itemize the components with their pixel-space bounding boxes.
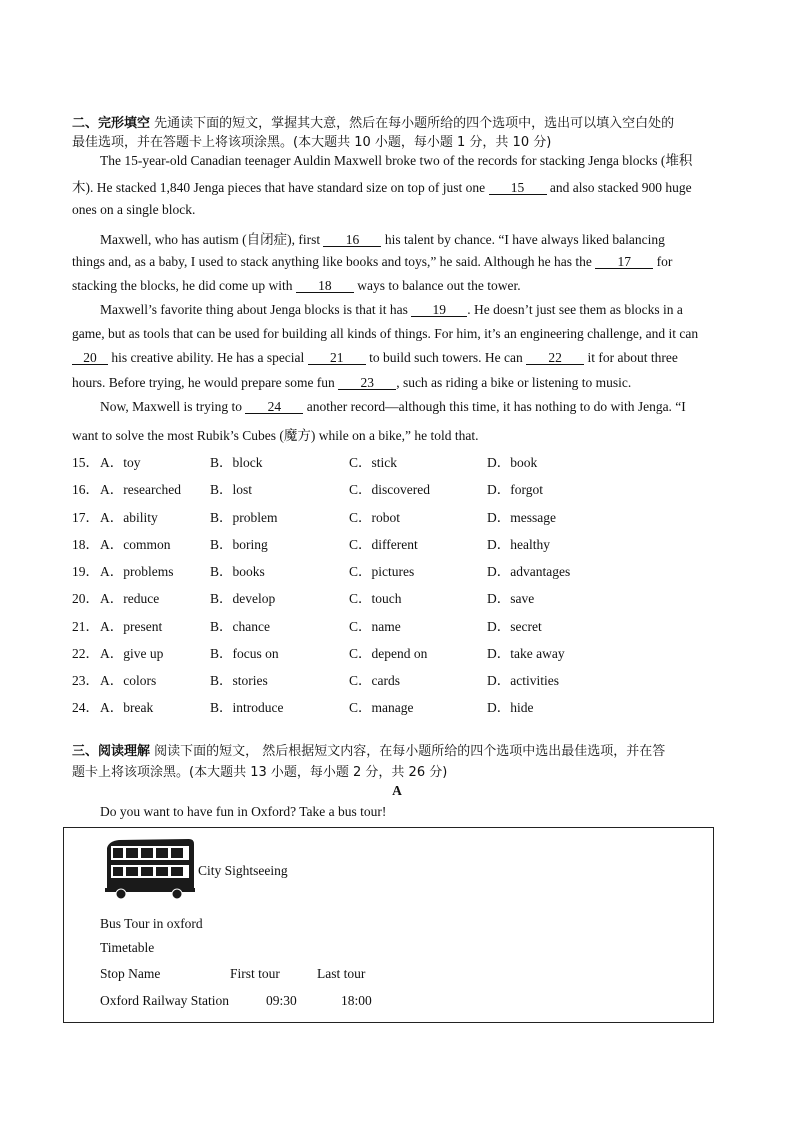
blank-19: 19 (411, 303, 467, 317)
passage-line-9 (72, 350, 678, 366)
option-c: C．cards (349, 673, 400, 688)
passage-line-6 (72, 278, 521, 294)
passage-line-5 (72, 254, 672, 270)
blank-22: 22 (526, 351, 584, 365)
blank-15: 15 (489, 181, 547, 195)
section2-heading-rest: 先通读下面的短文，掌握其大意，然后在每小题所给的四个选项中，选出可以填入空白处的 (150, 116, 675, 131)
passage-text: things and, as a baby, I used to stack anything like books and toys,” he said. Although he has the (72, 254, 596, 269)
passage-line-10 (72, 375, 631, 391)
section3-heading (72, 740, 665, 759)
option-c: C．touch (349, 591, 402, 606)
blank-23: 23 (338, 376, 396, 390)
question-number: 15． (72, 455, 99, 470)
option-d: D．advantages (487, 564, 571, 579)
question-number: 22． (72, 646, 99, 661)
passage-text: Maxwell’s favorite thing about Jenga blocks is that it has (100, 302, 412, 317)
option-a: A．colors (100, 673, 157, 688)
passage-line-2 (72, 176, 692, 196)
passage-line-4 (100, 228, 665, 248)
passage-line-11 (100, 399, 686, 415)
passage-text: ways to balance out the tower. (353, 278, 521, 293)
option-b: B．lost (210, 482, 253, 497)
passage-text: and also stacked 900 huge (546, 180, 692, 195)
question-number: 21． (72, 619, 99, 634)
city-sightseeing-logo-text: City Sightseeing (198, 863, 288, 878)
passage-text: Maxwell, who has autism (自闭症), first (100, 232, 324, 247)
question-number: 23． (72, 673, 99, 688)
bus-tour-title: Bus Tour in oxford (100, 916, 203, 931)
passage-text: it for about three (584, 350, 678, 365)
section3-heading-rest: 阅读下面的短文， 然后根据短文内容，在每小题所给的四个选项中选出最佳选项，并在答 (150, 744, 666, 759)
option-c: C．manage (349, 700, 414, 715)
option-a: A．toy (100, 455, 141, 470)
passage-text: . He doesn’t just see them as blocks in a (467, 302, 683, 317)
blank-21: 21 (308, 351, 366, 365)
option-a: A．present (100, 619, 163, 634)
option-d: D．book (487, 455, 538, 470)
option-d: D．take away (487, 646, 565, 661)
blank-16: 16 (323, 233, 381, 247)
passage-text: his creative ability. He has a special (108, 350, 308, 365)
option-a: A．break (100, 700, 154, 715)
passage-text: hours. Before trying, he would prepare some fun (72, 375, 339, 390)
option-c: C．name (349, 619, 401, 634)
section3-heading-bold: 三、阅读理解 (72, 744, 151, 759)
question-number: 16． (72, 482, 99, 497)
option-c: C．different (349, 537, 418, 552)
option-a: A．give up (100, 646, 164, 661)
option-d: D．forgot (487, 482, 543, 497)
option-b: B．introduce (210, 700, 284, 715)
passage-text: 木). He stacked 1,840 Jenga pieces that have standard size on top of just one (72, 180, 489, 195)
blank-17: 17 (595, 255, 653, 269)
option-b: B．stories (210, 673, 268, 688)
section2-heading-line2: 最佳选项，并在答题卡上将该项涂黑。(本大题共 10 小题，每小题 1 分，共 10 分) (72, 135, 552, 150)
passage-text: to build such towers. He can (365, 350, 527, 365)
section2-heading (72, 112, 674, 131)
section2-heading-bold: 二、完形填空 (72, 116, 151, 131)
question-number: 24． (72, 700, 99, 715)
passage-line-8: game, but as tools that can be used for building all kinds of things. For him, it’s an engineering challenge, and it can (72, 326, 699, 341)
option-a: A．problems (100, 564, 174, 579)
option-c: C．depend on (349, 646, 428, 661)
option-a: A．ability (100, 510, 158, 525)
col-header-stop: Stop Name (100, 966, 161, 981)
double-decker-bus-icon (101, 838, 197, 900)
option-d: D．healthy (487, 537, 550, 552)
option-d: D．save (487, 591, 535, 606)
option-c: C．pictures (349, 564, 415, 579)
question-number: 20． (72, 591, 99, 606)
option-b: B．boring (210, 537, 268, 552)
passage-line-7 (100, 302, 683, 318)
row-last-tour: 18:00 (341, 993, 372, 1008)
option-a: A．reduce (100, 591, 160, 606)
option-c: C．robot (349, 510, 401, 525)
passage-line-1: The 15-year-old Canadian teenager Auldin Maxwell broke two of the records for stacking Jenga blocks (堆积 (100, 153, 693, 168)
passage-line-3: ones on a single block. (72, 202, 196, 217)
blank-18: 18 (296, 279, 354, 293)
passage-text: for (653, 254, 673, 269)
option-d: D．message (487, 510, 556, 525)
passage-text: Now, Maxwell is trying to (100, 399, 246, 414)
option-b: B．chance (210, 619, 270, 634)
row-first-tour: 09:30 (266, 993, 297, 1008)
question-number: 18． (72, 537, 99, 552)
option-b: B．focus on (210, 646, 279, 661)
option-a: A．common (100, 537, 171, 552)
option-a: A．researched (100, 482, 181, 497)
option-d: D．secret (487, 619, 542, 634)
part-label-a: A (392, 783, 402, 798)
passage-line-12: want to solve the most Rubik’s Cubes (魔方) while on a bike,” he told that. (72, 428, 479, 443)
option-b: B．develop (210, 591, 276, 606)
option-c: C．discovered (349, 482, 430, 497)
question-number: 17． (72, 510, 99, 525)
passage-text: another record—although this time, it has nothing to do with Jenga. “I (303, 399, 686, 414)
option-b: B．block (210, 455, 263, 470)
option-b: B．books (210, 564, 265, 579)
passage-text: stacking the blocks, he did come up with (72, 278, 296, 293)
row-stop-name: Oxford Railway Station (100, 993, 229, 1008)
passage-a-intro: Do you want to have fun in Oxford? Take a bus tour! (100, 804, 387, 819)
passage-text: , such as riding a bike or listening to music. (396, 375, 632, 390)
timetable-label: Timetable (100, 940, 155, 955)
option-c: C．stick (349, 455, 398, 470)
option-b: B．problem (210, 510, 278, 525)
option-d: D．hide (487, 700, 534, 715)
col-header-first: First tour (230, 966, 280, 981)
section3-heading-line2: 题卡上将该项涂黑。(本大题共 13 小题，每小题 2 分，共 26 分) (72, 765, 448, 780)
bus-tour-box (63, 827, 714, 1023)
passage-text: his talent by chance. “I have always liked balancing (381, 232, 665, 247)
blank-20: 20 (72, 351, 108, 365)
option-d: D．activities (487, 673, 559, 688)
blank-24: 24 (245, 400, 303, 414)
question-number: 19． (72, 564, 99, 579)
col-header-last: Last tour (317, 966, 366, 981)
